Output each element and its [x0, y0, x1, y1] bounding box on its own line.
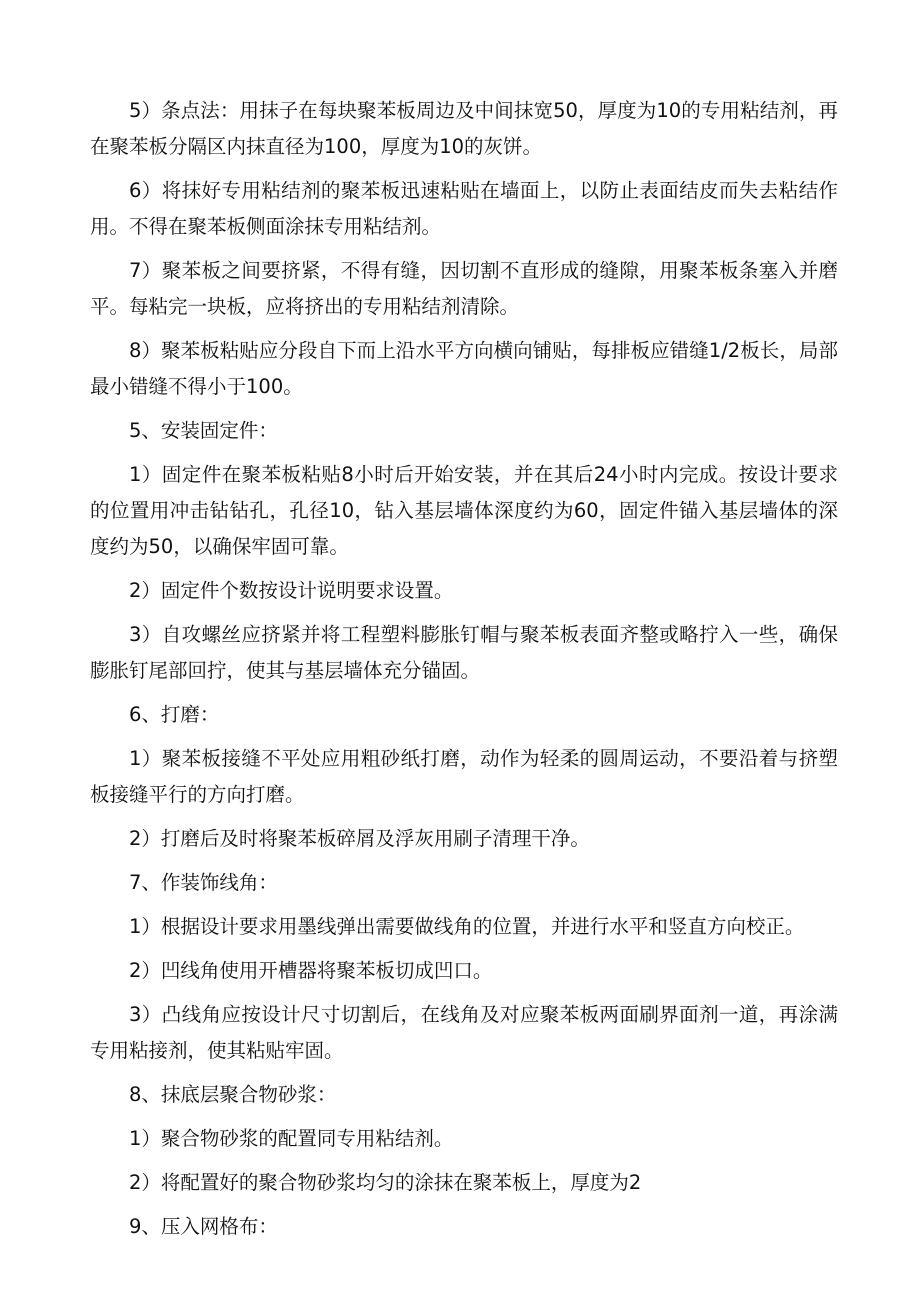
paragraph-line-marking: 1）根据设计要求用墨线弹出需要做线角的位置，并进行水平和竖直方向校正。: [129, 915, 805, 938]
section-heading-base-mortar: 8、抹底层聚合物砂浆：: [129, 1083, 337, 1106]
paragraph-staggered-laying: 8）聚苯板粘贴应分段自下而上沿水平方向横向铺贴，每排板应错缝1/2板长，局部最小错缝不得小于100。: [90, 339, 838, 398]
section-heading-mesh: 9、压入网格布：: [129, 1215, 278, 1238]
paragraph-concave-lines: 2）凹线角使用开槽器将聚苯板切成凹口。: [129, 959, 493, 982]
paragraph-quick-paste: 6）将抹好专用粘结剂的聚苯板迅速粘贴在墙面上，以防止表面结皮而失去粘结作用。不得在聚苯板侧面涂抹专用粘结剂。: [90, 179, 838, 238]
section-heading-sanding: 6、打磨：: [129, 703, 220, 726]
paragraph-strip-point-method: 5）条点法：用抹子在每块聚苯板周边及中间抹宽50，厚度为10的专用粘结剂，再在聚苯板分隔区内抹直径为100，厚度为10的灰饼。: [90, 99, 838, 158]
paragraph-convex-lines: 3）凸线角应按设计尺寸切割后，在线角及对应聚苯板两面刷界面剂一道，再涂满专用粘接剂，使其粘贴牢固。: [90, 1003, 838, 1062]
paragraph-mortar-application: 2）将配置好的聚合物砂浆均匀的涂抹在聚苯板上，厚度为2: [129, 1171, 642, 1194]
paragraph-sanding-method: 1）聚苯板接缝不平处应用粗砂纸打磨，动作为轻柔的圆周运动，不要沿着与挤塑板接缝平行的方向打磨。: [90, 747, 838, 806]
paragraph-fastener-count: 2）固定件个数按设计说明要求设置。: [129, 579, 454, 602]
paragraph-tight-joints: 7）聚苯板之间要挤紧，不得有缝，因切割不直形成的缝隙，用聚苯板条塞入并磨平。每粘完一块板，应将挤出的专用粘结剂清除。: [90, 259, 838, 318]
paragraph-self-tapping-screws: 3）自攻螺丝应挤紧并将工程塑料膨胀钉帽与聚苯板表面齐整或略拧入一些，确保膨胀钉尾部回拧，使其与基层墙体充分锚固。: [90, 623, 838, 682]
paragraph-fastener-timing: 1）固定件在聚苯板粘贴8小时后开始安装，并在其后24小时内完成。按设计要求的位置用冲击钻钻孔，孔径10，钻入基层墙体深度约为60，固定件锚入基层墙体的深度约为50，以确保牢固可靠。: [90, 463, 838, 558]
document-page: [90, 93, 838, 1253]
paragraph-sanding-cleanup: 2）打磨后及时将聚苯板碎屑及浮灰用刷子清理干净。: [129, 827, 590, 850]
section-heading-install-fasteners: 5、安装固定件：: [129, 419, 278, 442]
paragraph-mortar-mix: 1）聚合物砂浆的配置同专用粘结剂。: [129, 1127, 454, 1150]
section-heading-decorative-lines: 7、作装饰线角：: [129, 871, 278, 894]
